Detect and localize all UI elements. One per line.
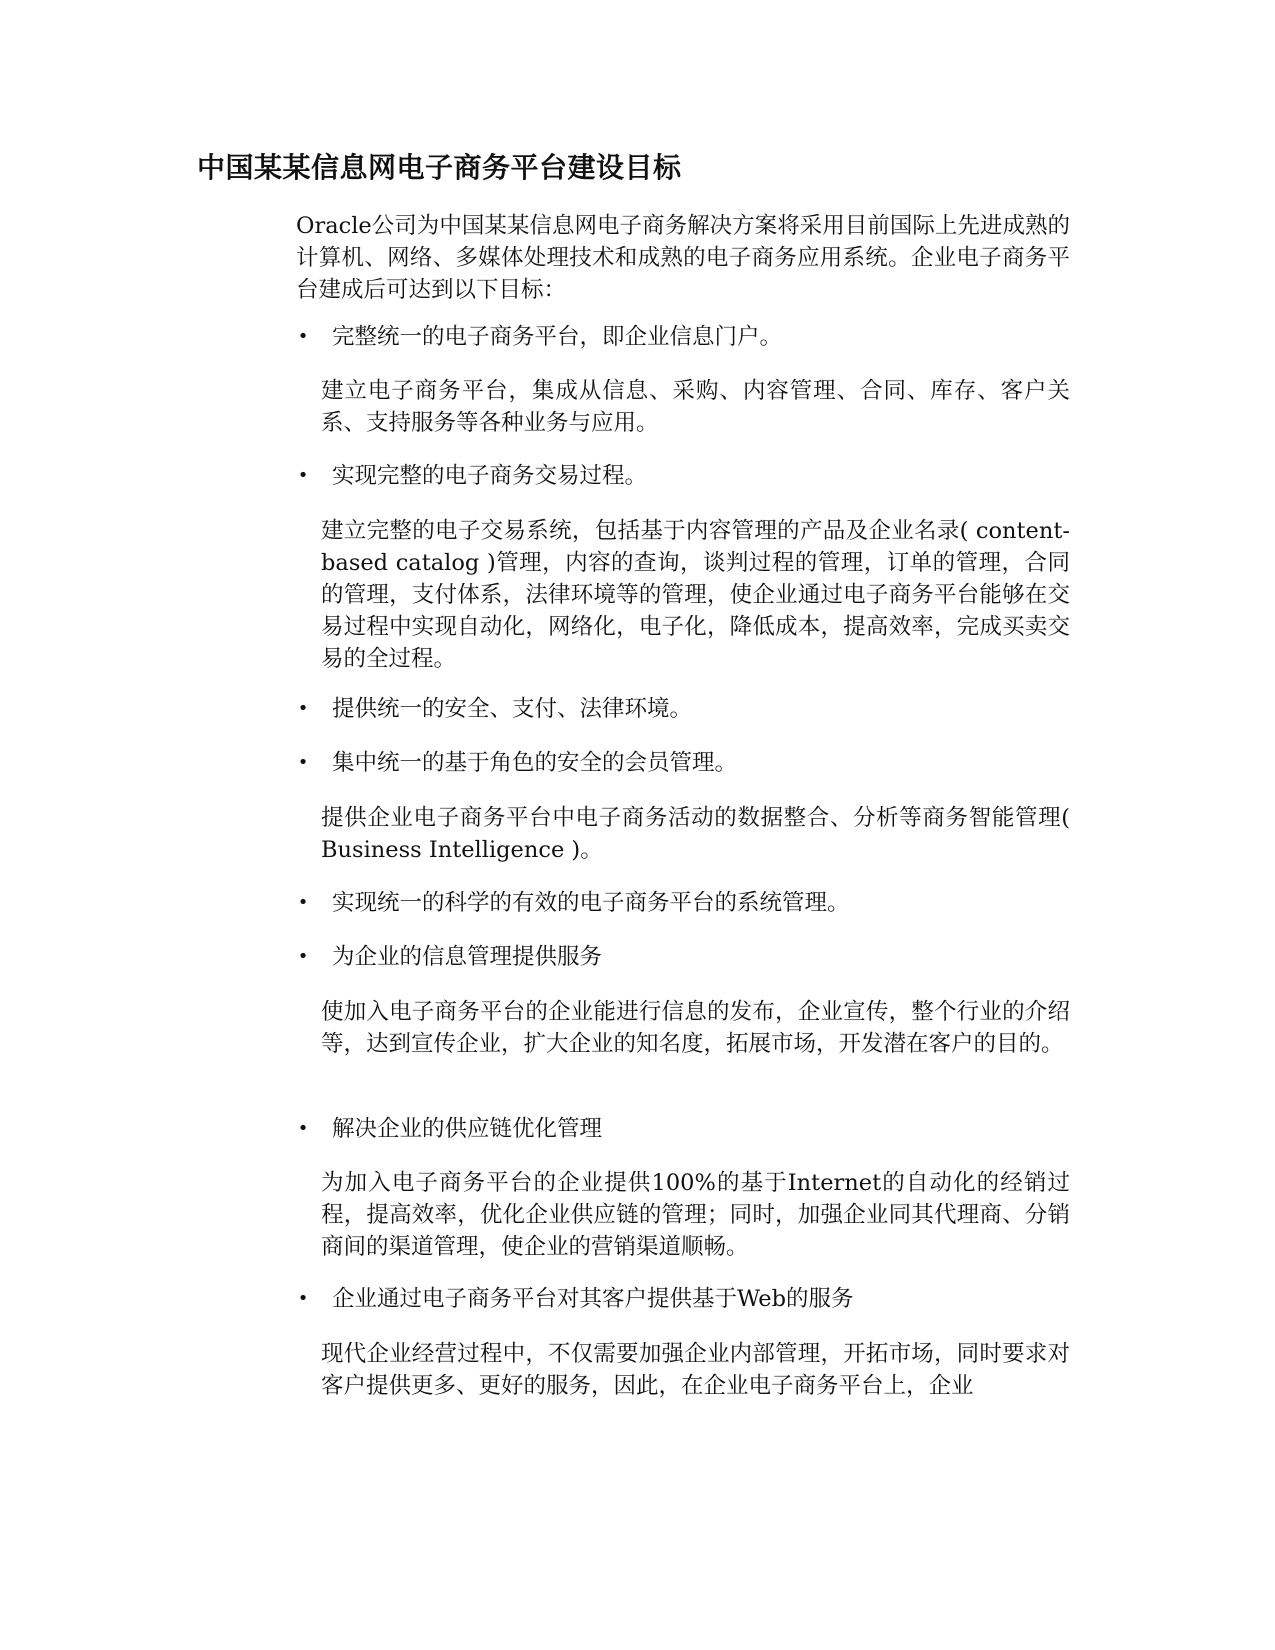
- bullet-icon: •: [297, 1118, 309, 1139]
- bullet-icon: •: [297, 946, 309, 967]
- bullet-text: 实现统一的科学的有效的电子商务平台的系统管理。: [332, 890, 850, 916]
- bullet-icon: •: [297, 1288, 309, 1309]
- body-paragraph: 建立完整的电子交易系统，包括基于内容管理的产品及企业名录( content-based catalog )管理，内容的查询，谈判过程的管理，订单的管理，合同的管理，支付体系，法律环境等的管理，使企业通过电子商务平台能够在交易过程中实现自动化，网络化，电子化，降低成本，提高效率，完成买卖交易的全过程。: [321, 518, 1070, 672]
- body-paragraph: 为加入电子商务平台的企业提供100%的基于Internet的自动化的经销过程，提高效率，优化企业供应链的管理；同时，加强企业同其代理商、分销商间的渠道管理，使企业的营销渠道顺畅。: [321, 1170, 1070, 1260]
- bullet-text: 实现完整的电子商务交易过程。: [332, 463, 648, 489]
- list-item: [296, 941, 1076, 973]
- page-title: 中国某某信息网电子商务平台建设目标: [197, 151, 682, 184]
- bullet-icon: •: [297, 892, 309, 913]
- bullet-text: 为企业的信息管理提供服务: [332, 944, 603, 970]
- list-item: [296, 693, 1076, 725]
- bullet-text: 企业通过电子商务平台对其客户提供基于Web的服务: [332, 1286, 854, 1312]
- bullet-icon: •: [297, 698, 309, 719]
- bullet-text: 完整统一的电子商务平台，即企业信息门户。: [332, 324, 783, 350]
- list-item: [296, 747, 1076, 779]
- bullet-text: 解决企业的供应链优化管理: [332, 1116, 603, 1142]
- body-paragraph: 现代企业经营过程中，不仅需要加强企业内部管理，开拓市场，同时要求对客户提供更多、更好的服务，因此，在企业电子商务平台上，企业: [321, 1341, 1070, 1399]
- bullet-icon: •: [297, 752, 309, 773]
- list-item: [296, 460, 1076, 492]
- bullet-text: 集中统一的基于角色的安全的会员管理。: [332, 750, 738, 776]
- bullet-icon: •: [297, 326, 309, 347]
- intro-paragraph: Oracle公司为中国某某信息网电子商务解决方案将采用目前国际上先进成熟的计算机、网络、多媒体处理技术和成熟的电子商务应用系统。企业电子商务平台建成后可达到以下目标：: [296, 213, 1070, 303]
- body-paragraph: 建立电子商务平台，集成从信息、采购、内容管理、合同、库存、客户关系、支持服务等各种业务与应用。: [321, 378, 1070, 436]
- list-item: [296, 1283, 1076, 1315]
- list-item: [296, 1113, 1076, 1145]
- list-item: [296, 321, 1076, 353]
- bullet-icon: •: [297, 465, 309, 486]
- list-item: [296, 887, 1076, 919]
- body-paragraph: 使加入电子商务平台的企业能进行信息的发布，企业宣传，整个行业的介绍等，达到宣传企业，扩大企业的知名度，拓展市场，开发潜在客户的目的。: [321, 999, 1070, 1057]
- bullet-text: 提供统一的安全、支付、法律环境。: [332, 696, 693, 722]
- body-paragraph: 提供企业电子商务平台中电子商务活动的数据整合、分析等商务智能管理( Business Intelligence )。: [321, 805, 1070, 863]
